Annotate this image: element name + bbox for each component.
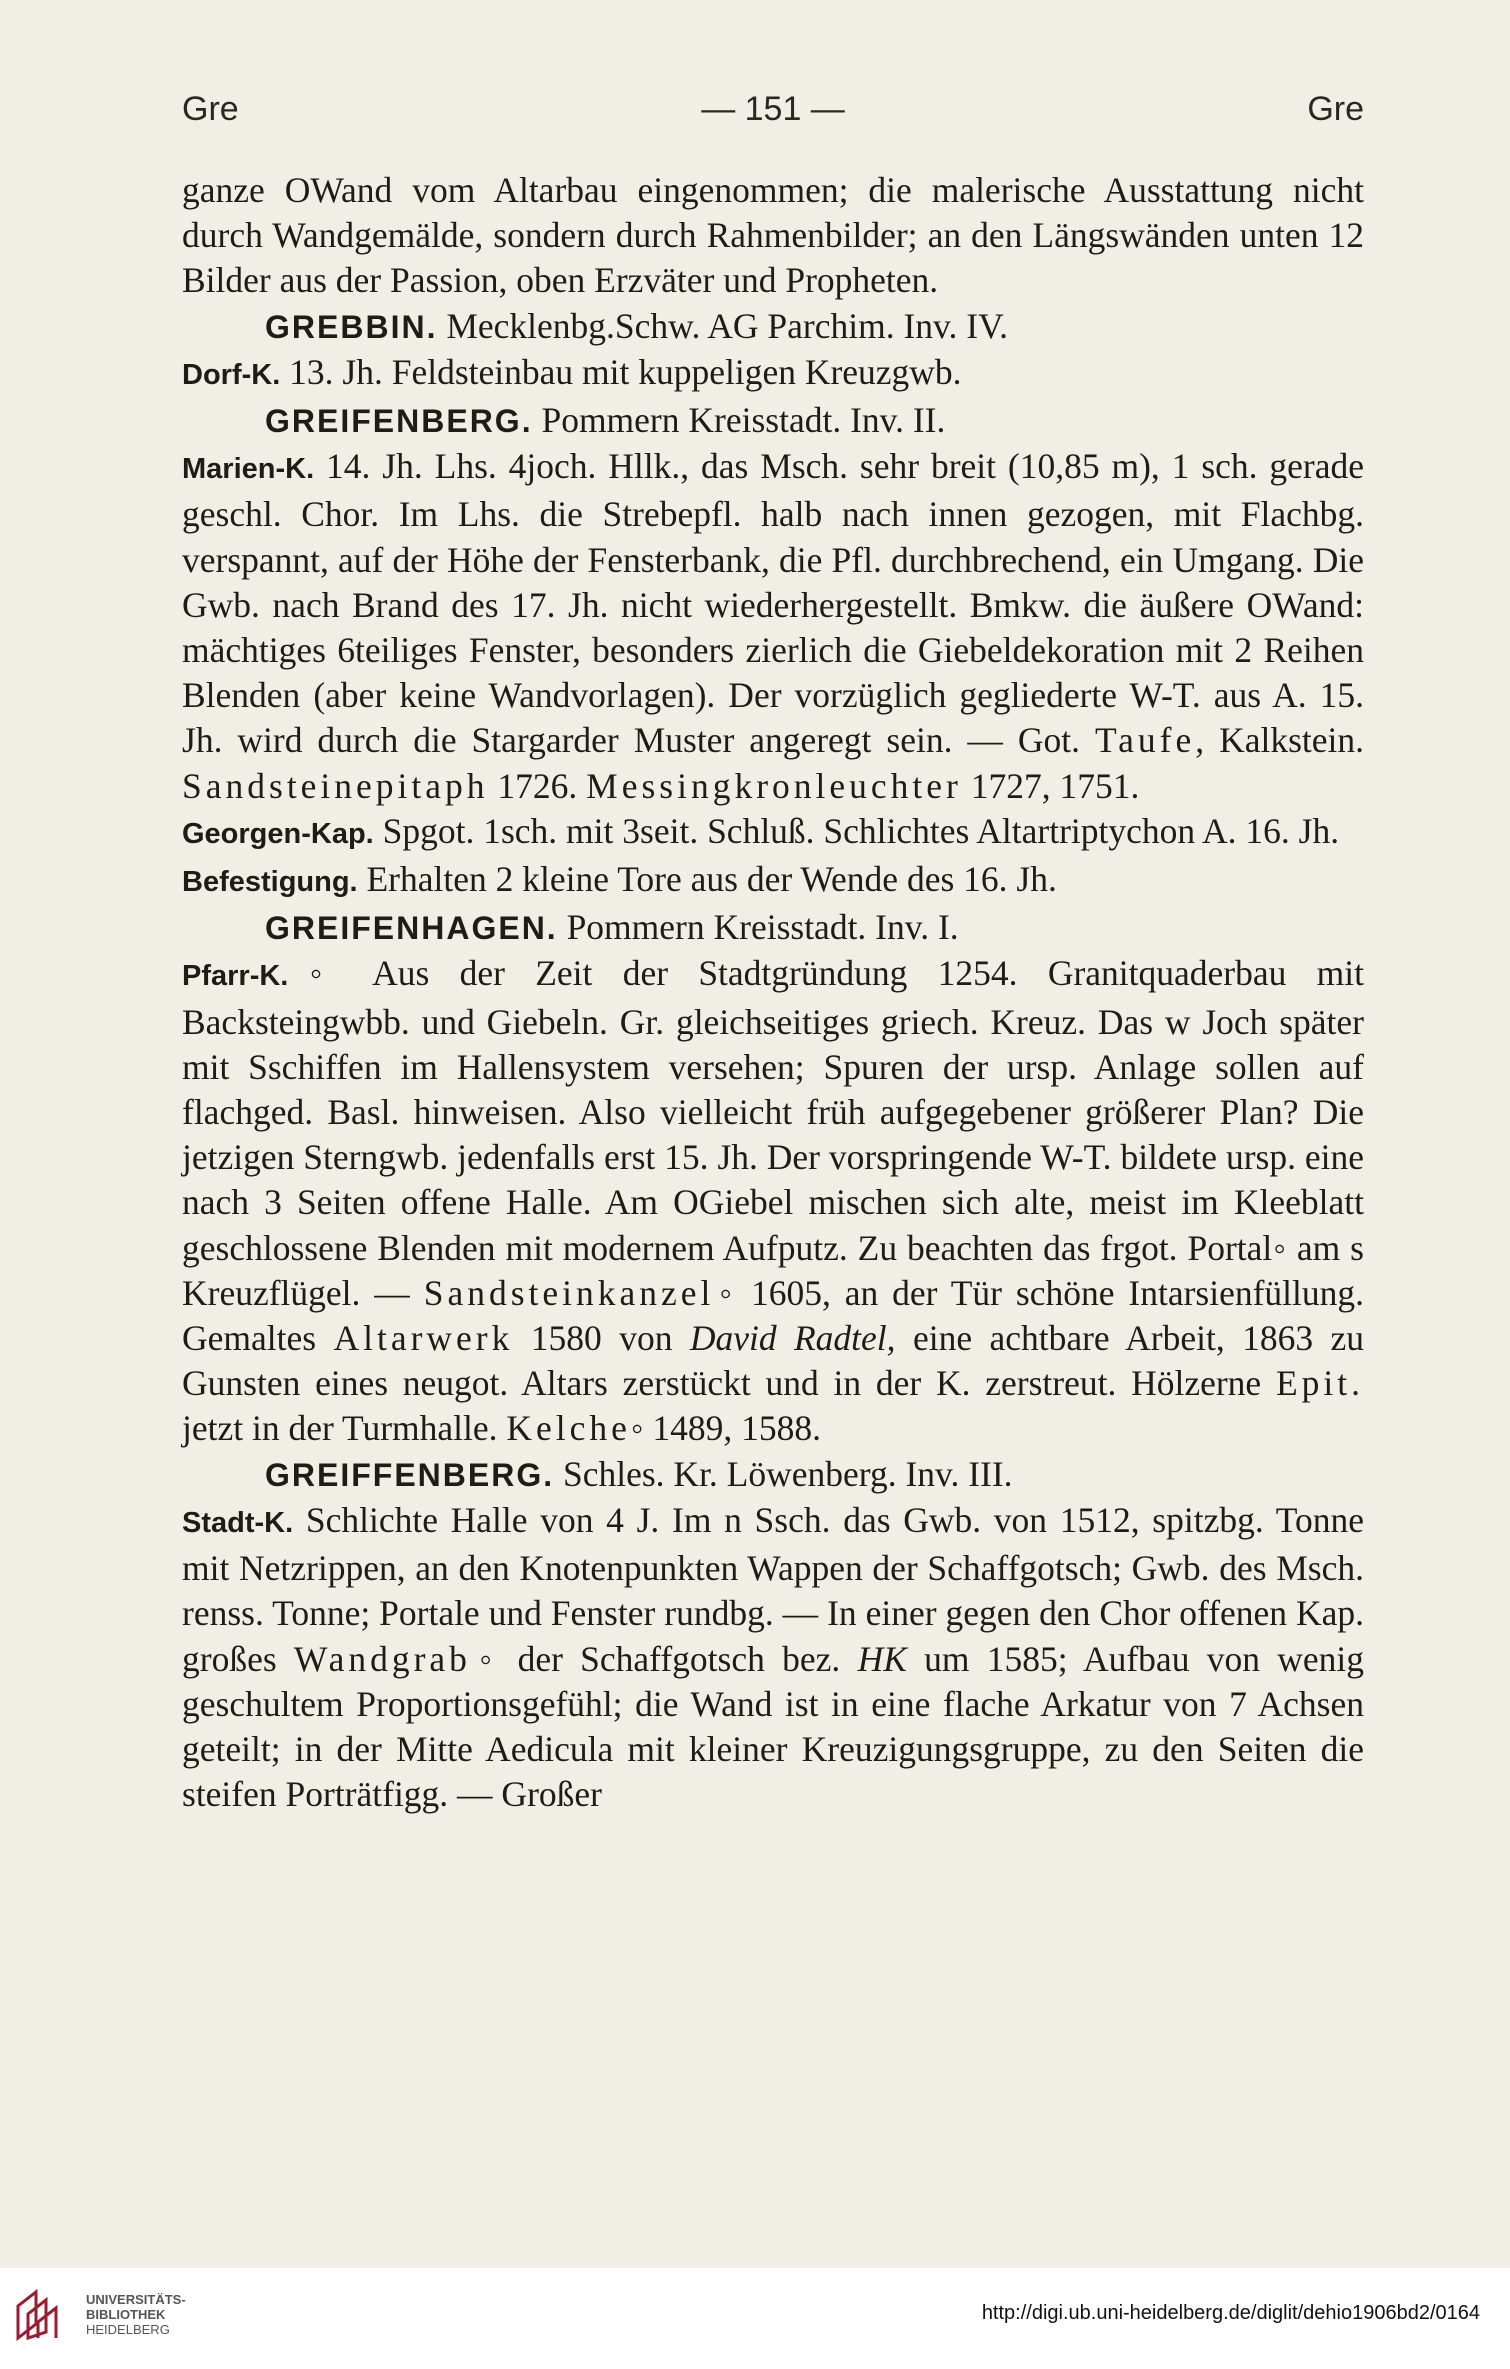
text-run: Erhalten 2 kleine Tore aus der Wende des 16. Jh. xyxy=(357,859,1057,900)
header-right-keyword: Gre xyxy=(1307,89,1364,128)
spaced-term: Kelche xyxy=(506,1408,631,1449)
text-run: ◦ Aus der Zeit der Stadtgründung 1254. Granitquaderbau mit Backsteingwbb. und Giebeln. Gr. gleichseitiges griech. Kreuz. Das w Joch später mit Sschiffen im Hallensystem versehen; Spuren der ursp. Anlage sollen auf flachged. Basl. hinweisen. Also vielleicht früh aufgegebener größerer Plan? Die jetzigen Sterngwb. jedenfalls erst 15. Jh. Der vorspringende W-T. bildete ursp. eine nach 3 Seiten offene Halle. Am OGiebel mischen sich alte, meist im Kleeblatt geschlossene Blenden mit modernem Aufputz. Zu beachten das frgot. Portal◦ am s Kreuzflügel. — xyxy=(182,953,1364,1313)
spaced-term: Sandsteinepitaph xyxy=(182,765,489,806)
paragraph xyxy=(182,1498,1364,1817)
page-number: — 151 — xyxy=(701,89,845,128)
paragraph xyxy=(182,398,1364,444)
text-run: ganze OWand vom Altarbau eingenommen; die malerische Ausstattung nicht durch Wandgemälde, sondern durch Rahmenbilder; an den Längswänden unten 12 Bilder aus der Passion, oben Erzväter und Propheten. xyxy=(182,170,1364,301)
building-name: Stadt-K. xyxy=(182,1506,294,1539)
paragraph xyxy=(182,168,1364,304)
text-run: Pommern Kreisstadt. Inv. II. xyxy=(532,400,946,441)
library-name xyxy=(86,2292,186,2337)
ub-heidelberg-logo-icon[interactable] xyxy=(14,2288,60,2342)
place-name: GREIFFENBERG. xyxy=(265,1456,555,1493)
spaced-term: Wandgrab xyxy=(293,1638,471,1679)
header-left-keyword: Gre xyxy=(182,89,239,128)
text-run: eine achtbare Arbeit, 1863 zu Gunsten eines neugot. Altars zerstückt und in der K. zerstreut. Hölzerne xyxy=(182,1318,1364,1404)
paragraph xyxy=(182,905,1364,951)
spaced-term: Altarwerk xyxy=(333,1318,514,1359)
footer-bar xyxy=(0,2268,1510,2369)
italic-name: HK xyxy=(857,1638,907,1679)
paragraph xyxy=(182,350,1364,398)
library-name-line-2: BIBLIOTHEK xyxy=(86,2307,166,2322)
text-run: Mecklenbg.Schw. AG Parchim. Inv. IV. xyxy=(437,305,1009,346)
place-name: GREBBIN. xyxy=(265,308,438,345)
text-run: Spgot. 1sch. mit 3seit. Schluß. Schlichtes Altartriptychon A. 16. Jh. xyxy=(373,810,1340,851)
building-name: Marien-K. xyxy=(182,453,315,486)
text-run: ◦ 1605, an der Tür schöne Intarsienfüllung. Gemaltes xyxy=(182,1272,1365,1359)
building-name: Pfarr-K. xyxy=(182,960,289,993)
spaced-term: Taufe xyxy=(1094,720,1196,761)
body-text xyxy=(182,168,1364,1817)
spaced-term: Epit. xyxy=(1275,1363,1364,1404)
text-run: Schles. Kr. Löwenberg. Inv. III. xyxy=(554,1453,1013,1494)
spaced-term: Sandsteinkanzel xyxy=(423,1272,715,1313)
text-run: ◦ 1489, 1588. xyxy=(630,1408,822,1449)
text-run: um 1585; Aufbau von wenig geschultem Proportionsgefühl; die Wand ist in eine flache Arkatur von 7 Achsen geteilt; in der Mitte Aedicula mit kleiner Kreuzigungsgruppe, zu den Seiten die steifen Porträtfigg. — Großer xyxy=(182,1638,1364,1815)
library-name-line-1: UNIVERSITÄTS- xyxy=(86,2292,186,2307)
italic-name: David Radtel, xyxy=(689,1318,896,1359)
paragraph xyxy=(182,304,1364,350)
paragraph xyxy=(182,1452,1364,1498)
text-run: 1726. xyxy=(488,765,587,806)
running-header xyxy=(182,84,1364,134)
permalink-url[interactable]: http://digi.ub.uni-heidelberg.de/diglit/dehio1906bd2/0164 xyxy=(981,2302,1480,2324)
text-run: Pommern Kreisstadt. Inv. I. xyxy=(557,907,959,948)
library-name-line-3: HEIDELBERG xyxy=(86,2322,170,2337)
building-name: Georgen-Kap. xyxy=(182,817,374,850)
text-run: 1580 von xyxy=(513,1318,690,1359)
place-name: GREIFENHAGEN. xyxy=(265,910,558,947)
paragraph xyxy=(182,951,1364,1451)
text-run: Schlichte Halle von 4 J. Im n Ssch. das Gwb. von 1512, spitzbg. Tonne mit Netzrippen, an den Knotenpunkten Wappen der Schaffgotsch; Gwb. des Msch. renss. Tonne; Portale und Fenster rundbg. — In einer gegen den Chor offenen Kap. großes xyxy=(182,1499,1364,1679)
text-run: ◦ der Schaffgotsch bez. xyxy=(470,1638,858,1679)
text-run: 14. Jh. Lhs. 4joch. Hllk., das Msch. sehr breit (10,85 m), 1 sch. gerade geschl. Chor. Im Lhs. die Strebepfl. halb nach innen gezogen, mit Flachbg. verspannt, auf der Höhe der Fensterbank, die Pfl. durchbrechend, ein Umgang. Die Gwb. nach Brand des 17. Jh. nicht wiederhergestellt. Bmkw. die äußere OWand: mächtiges 6teiliges Fenster, besonders zierlich die Giebeldekoration mit 2 Reihen Blenden (aber keine Wandvorlagen). Der vorzüglich gegliederte W-T. aus A. 15. Jh. wird durch die Stargarder Muster angeregt sein. — Got. xyxy=(182,446,1364,761)
spaced-term: Messingkronleuchter xyxy=(586,765,962,806)
building-name: Dorf-K. xyxy=(182,358,281,391)
text-run: , Kalkstein. xyxy=(1195,720,1364,761)
paragraph xyxy=(182,809,1364,857)
paragraph xyxy=(182,857,1364,905)
building-name: Befestigung. xyxy=(182,866,358,899)
text-run: 13. Jh. Feldsteinbau mit kuppeligen Kreuzgwb. xyxy=(280,351,962,392)
paragraph xyxy=(182,444,1364,809)
text-run: jetzt in der Turmhalle. xyxy=(182,1408,507,1449)
text-run: 1727, 1751. xyxy=(961,765,1140,806)
place-name: GREIFENBERG. xyxy=(265,403,533,440)
